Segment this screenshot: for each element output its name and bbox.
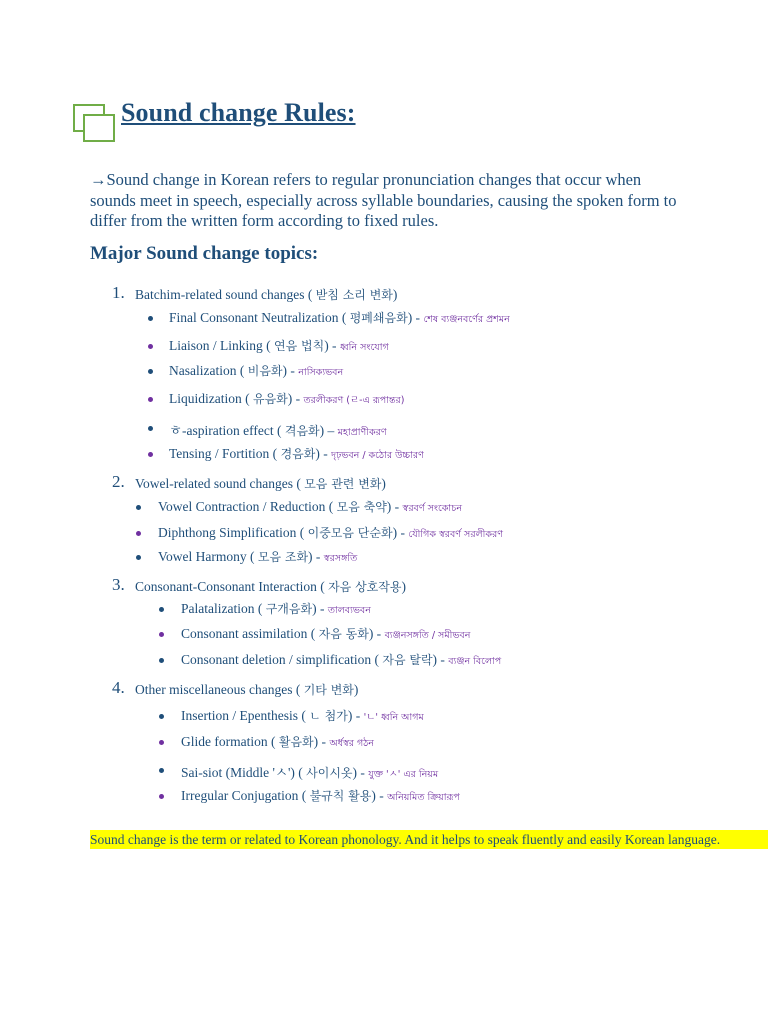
item-korean: 연음 법칙 bbox=[274, 339, 325, 353]
item-close: ) - bbox=[347, 708, 361, 723]
topic-label-korean: 자음 상호작용 bbox=[328, 580, 402, 594]
list-item-text bbox=[169, 419, 387, 441]
topic-label-korean: 받침 소리 변화 bbox=[315, 288, 393, 302]
bullet-icon bbox=[136, 555, 141, 560]
bullet-icon bbox=[136, 531, 141, 536]
item-english: Liquidization ( bbox=[169, 391, 250, 406]
item-english: Consonant deletion / simplification ( bbox=[181, 652, 379, 667]
topic-number: 1. bbox=[112, 283, 125, 302]
item-english: Palatalization ( bbox=[181, 601, 263, 616]
item-bengali: ধ্বনি সংযোগ bbox=[339, 342, 389, 353]
bullet-icon bbox=[148, 369, 153, 374]
item-bengali: 'ㄴ' ধ্বনি আগম bbox=[363, 712, 424, 723]
item-close: ) - bbox=[371, 788, 384, 803]
item-bengali: নাসিক্যভবন bbox=[298, 367, 344, 378]
list-item-text bbox=[181, 707, 424, 726]
item-bengali: ব্যঞ্জনসঙ্গতি / সমীভবন bbox=[384, 630, 471, 641]
item-english: Glide formation ( bbox=[181, 734, 276, 749]
item-english: Sai-siot (Middle 'ㅅ') ( bbox=[181, 765, 303, 780]
item-english: Nasalization ( bbox=[169, 363, 245, 378]
item-close: ) - bbox=[313, 734, 327, 749]
item-korean: 자음 동화 bbox=[318, 627, 369, 641]
topic-label-close: ) bbox=[392, 287, 398, 302]
topic-label-text: Other miscellaneous changes ( bbox=[135, 682, 301, 697]
topic-label bbox=[135, 578, 406, 595]
item-korean: 이중모음 단순화 bbox=[307, 526, 393, 540]
item-english: Diphthong Simplification ( bbox=[158, 525, 305, 540]
item-korean: 모음 조화 bbox=[257, 550, 309, 564]
item-close: ) - bbox=[308, 549, 321, 564]
item-bengali: অনিয়মিত ক্রিয়ারূপ bbox=[387, 792, 460, 803]
section-heading: Major Sound change topics: bbox=[90, 243, 319, 264]
item-english: Tensing / Fortition ( bbox=[169, 446, 278, 461]
bullet-icon bbox=[159, 768, 164, 773]
item-close: ) - bbox=[287, 391, 301, 406]
list-item-text bbox=[169, 362, 343, 381]
list-item-text bbox=[169, 445, 424, 464]
item-bengali: অর্ধস্বর গঠন bbox=[329, 738, 374, 749]
bullet-icon bbox=[159, 607, 164, 612]
item-bengali: তালব্যভবন bbox=[327, 605, 371, 616]
list-item-text bbox=[158, 498, 462, 517]
list-item-text bbox=[181, 787, 460, 806]
item-bengali: যুক্ত 'ㅅ' এর নিয়ম bbox=[368, 769, 439, 780]
item-close: ) - bbox=[352, 765, 365, 780]
item-korean: 유음화 bbox=[252, 392, 288, 406]
item-english: ㅎ-aspiration effect ( bbox=[169, 423, 282, 438]
item-english: Final Consonant Neutralization ( bbox=[169, 310, 347, 325]
topic-label bbox=[135, 681, 358, 698]
item-bengali: মহাপ্রাণীকরণ bbox=[337, 427, 387, 438]
topic-label-text: Batchim-related sound changes ( bbox=[135, 287, 313, 302]
footer-highlight: Sound change is the term or related to Korean phonology. And it helps to speak fluently and easily Korean language. bbox=[90, 830, 768, 849]
topic-label-korean: 기타 변화 bbox=[303, 683, 354, 697]
bullet-icon bbox=[148, 397, 153, 402]
item-bengali: দৃঢ়ভবন / কঠোর উচ্চারণ bbox=[331, 450, 424, 461]
topic-label-close: ) bbox=[381, 476, 386, 491]
item-bengali: ব্যঞ্জন বিলোপ bbox=[448, 656, 502, 667]
list-item-text bbox=[158, 524, 503, 543]
item-korean: 불규칙 활용 bbox=[309, 789, 372, 803]
item-close: ) - bbox=[282, 363, 295, 378]
item-bengali: স্বরবর্ণ সংকোচন bbox=[402, 503, 462, 514]
item-close: ) – bbox=[319, 423, 335, 438]
item-english: Insertion / Epenthesis ( bbox=[181, 708, 306, 723]
bullet-icon bbox=[148, 452, 153, 457]
item-bengali: তরলীকরণ (ㄹ-এ রূপান্তর) bbox=[303, 395, 405, 406]
topic-label-korean: 모음 관련 변화 bbox=[304, 477, 382, 491]
list-item-text bbox=[181, 651, 501, 670]
bullet-icon bbox=[159, 714, 164, 719]
intro-paragraph bbox=[90, 170, 690, 232]
item-english: Liaison / Linking ( bbox=[169, 338, 271, 353]
item-close: ) - bbox=[407, 310, 421, 325]
item-bengali: শেষ ব্যঞ্জনবর্ণের প্রশমন bbox=[423, 314, 510, 325]
item-korean: ㄴ 첨가 bbox=[309, 709, 348, 723]
topic-label bbox=[135, 286, 397, 303]
item-english: Irregular Conjugation ( bbox=[181, 788, 307, 803]
topic-label-text: Vowel-related sound changes ( bbox=[135, 476, 301, 491]
bullet-icon bbox=[148, 426, 153, 431]
bullet-icon bbox=[148, 316, 153, 321]
item-close: ) - bbox=[392, 525, 405, 540]
list-item-text bbox=[169, 309, 510, 328]
list-item-text bbox=[169, 337, 389, 356]
item-korean: 모음 축약 bbox=[336, 500, 387, 514]
bullet-icon bbox=[159, 794, 164, 799]
item-korean: 사이시옷 bbox=[306, 766, 353, 780]
item-korean: 활음화 bbox=[278, 735, 314, 749]
item-english: Vowel Contraction / Reduction ( bbox=[158, 499, 334, 514]
list-item-text bbox=[158, 548, 357, 567]
item-close: ) - bbox=[324, 338, 337, 353]
item-korean: 비음화 bbox=[247, 364, 283, 378]
topic-number: 3. bbox=[112, 575, 125, 594]
topic-label-text: Consonant-Consonant Interaction ( bbox=[135, 579, 325, 594]
page-title: Sound change Rules: bbox=[121, 98, 356, 127]
item-english: Consonant assimilation ( bbox=[181, 626, 316, 641]
item-close: ) - bbox=[386, 499, 400, 514]
item-bengali: স্বরসঙ্গতি bbox=[323, 553, 358, 564]
arrow-icon: → bbox=[90, 170, 107, 189]
bullet-icon bbox=[159, 658, 164, 663]
list-item-text bbox=[181, 625, 470, 644]
list-item-text bbox=[181, 600, 371, 619]
bullet-icon bbox=[148, 344, 153, 349]
item-korean: 평폐쇄음화 bbox=[349, 311, 408, 325]
item-close: ) - bbox=[312, 601, 325, 616]
intro-text: Sound change in Korean refers to regular pronunciation changes that occur when sounds meet in speech, especially across syllable boundaries, causing the spoken form to differ from the written form according to fixed rules. bbox=[90, 170, 677, 230]
topic-label bbox=[135, 475, 386, 492]
item-bengali: যৌগিক স্বরবর্ণ সরলীকরণ bbox=[408, 529, 503, 540]
list-item-text bbox=[181, 733, 374, 752]
item-korean: 자음 탈락 bbox=[382, 653, 433, 667]
item-korean: 구개음화 bbox=[265, 602, 313, 616]
topic-number: 4. bbox=[112, 678, 125, 697]
bullet-icon bbox=[159, 740, 164, 745]
item-korean: 격음화 bbox=[284, 424, 320, 438]
item-close: ) - bbox=[432, 652, 445, 667]
windows-icon bbox=[72, 102, 118, 144]
item-korean: 경음화 bbox=[280, 447, 316, 461]
bullet-icon bbox=[136, 505, 141, 510]
list-item-text bbox=[181, 761, 438, 783]
item-close: ) - bbox=[315, 446, 328, 461]
list-item-text bbox=[169, 390, 404, 409]
item-english: Vowel Harmony ( bbox=[158, 549, 255, 564]
topic-number: 2. bbox=[112, 472, 125, 491]
bullet-icon bbox=[159, 632, 164, 637]
topic-label-close: ) bbox=[401, 579, 406, 594]
topic-label-close: ) bbox=[353, 682, 359, 697]
item-close: ) - bbox=[368, 626, 382, 641]
